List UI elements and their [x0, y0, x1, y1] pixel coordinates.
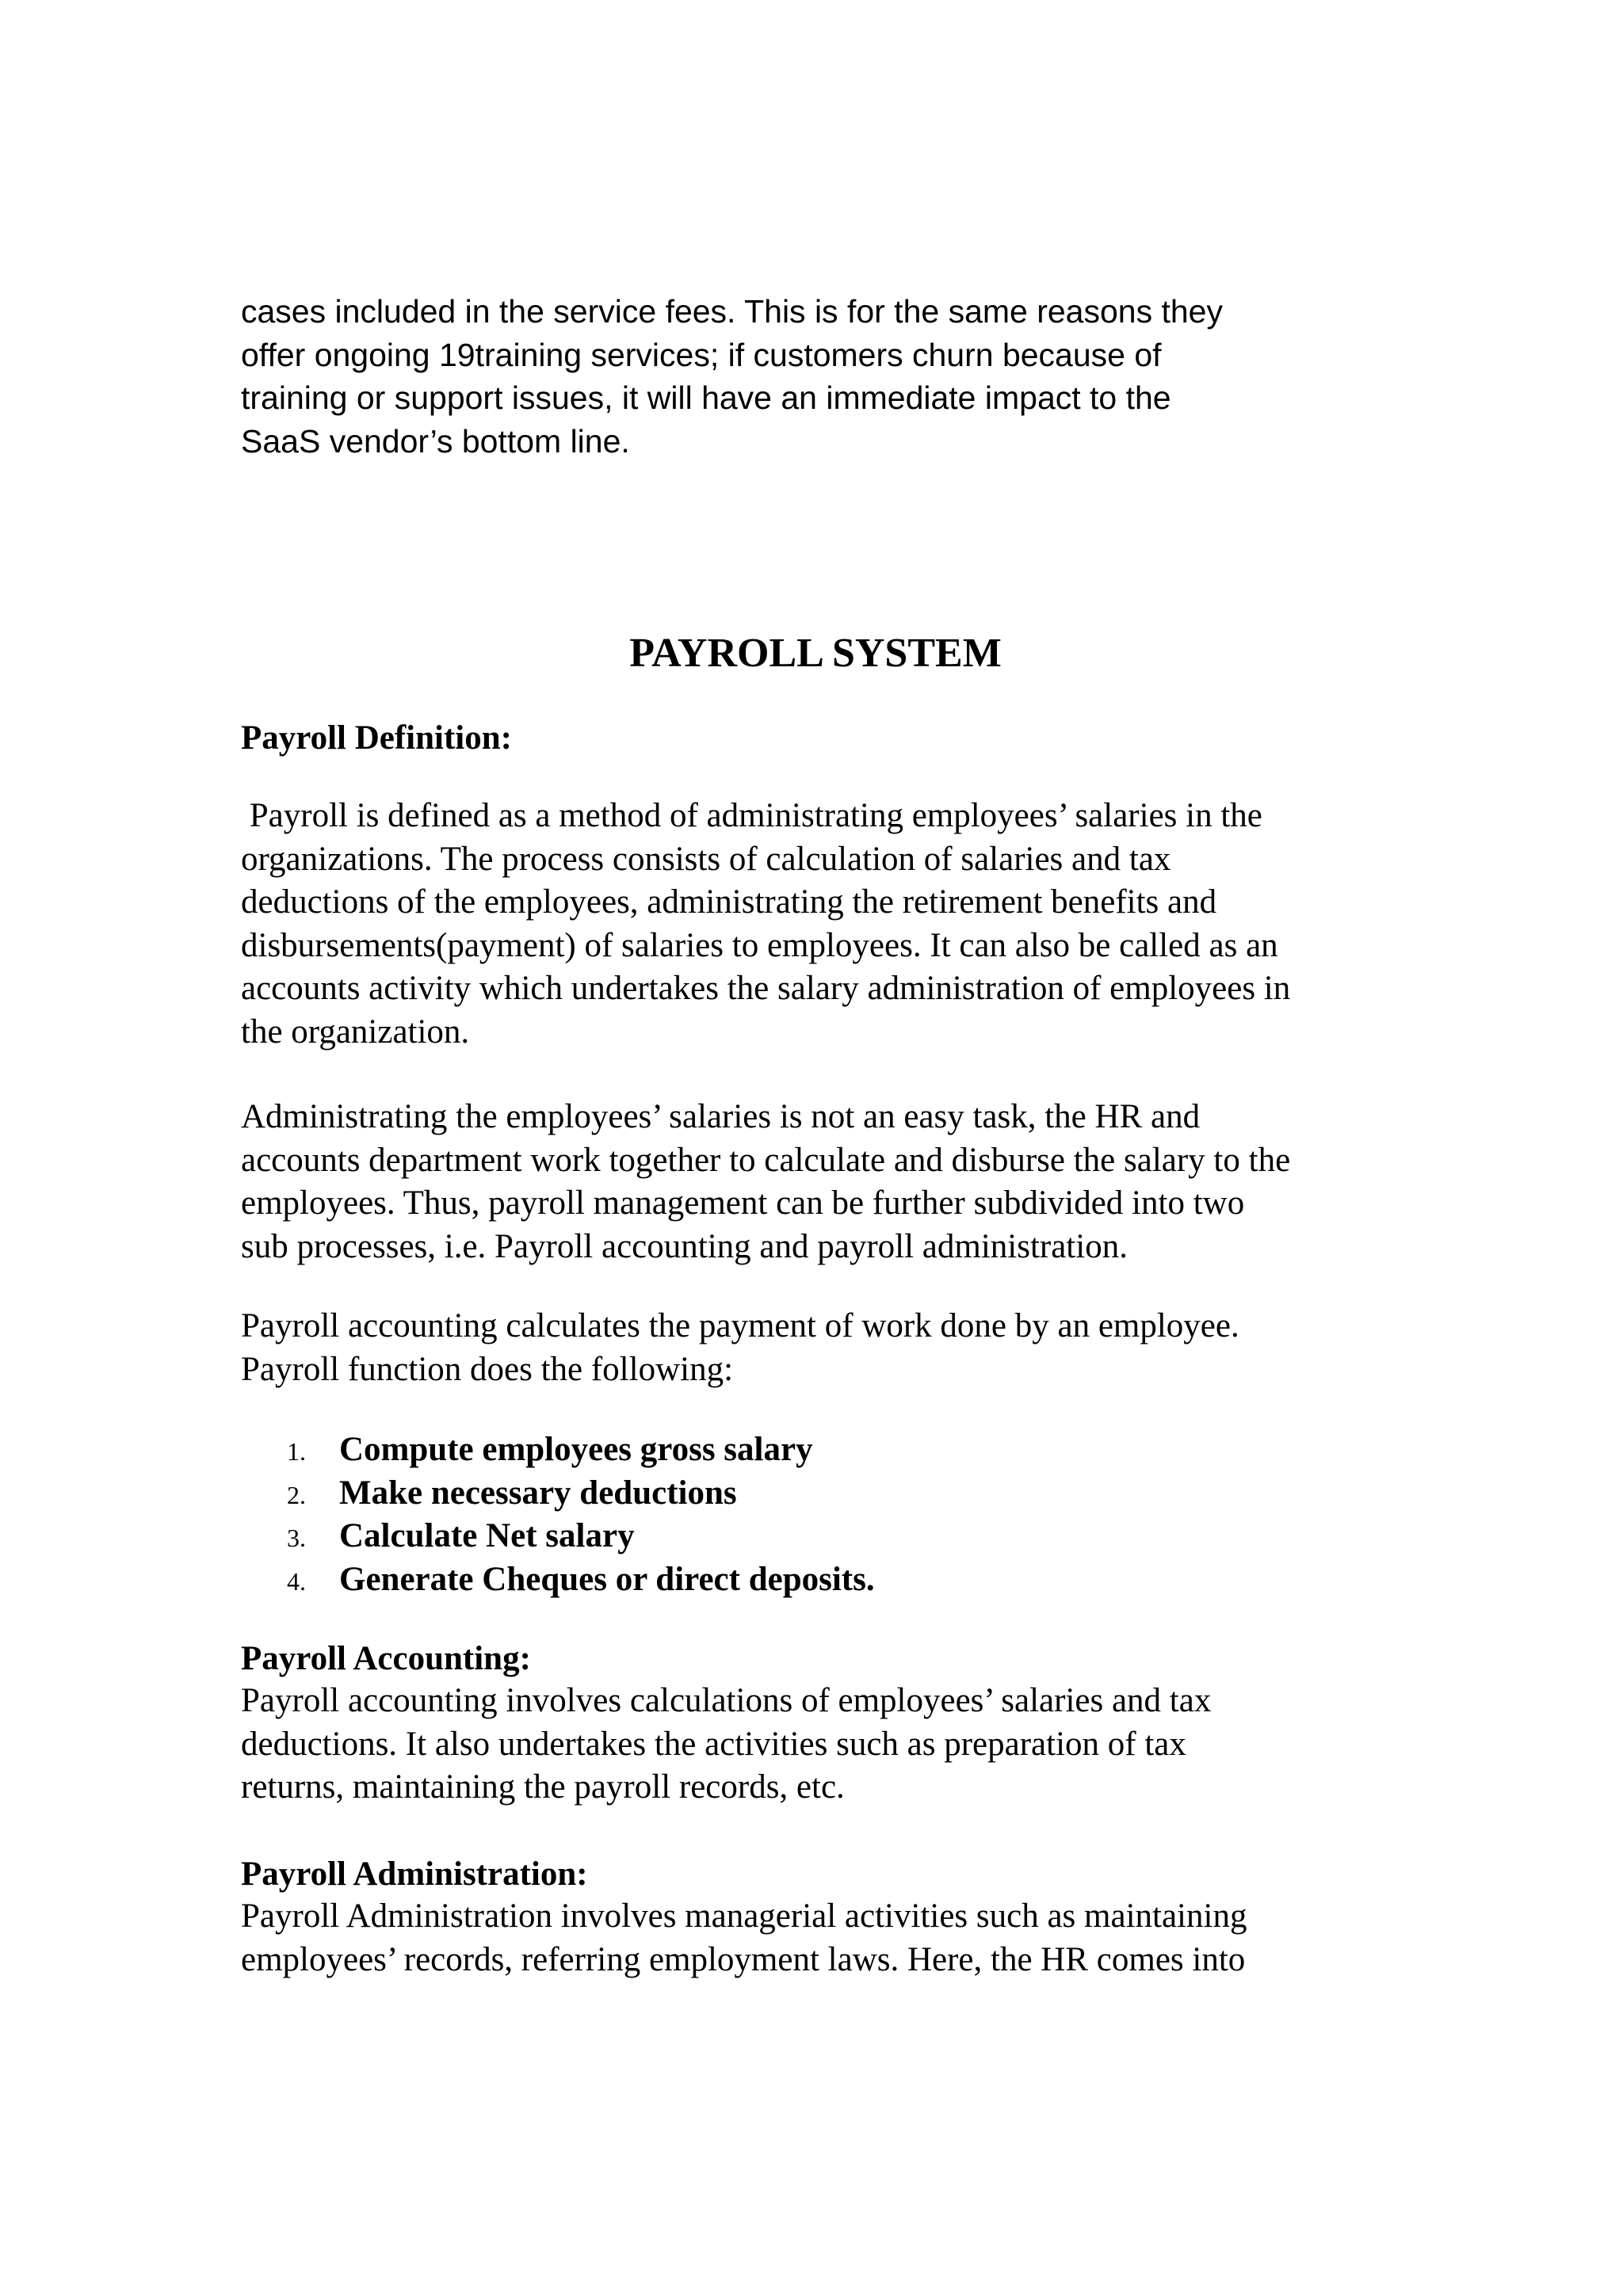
list-item-number: 1.	[287, 1437, 306, 1466]
list-item-text: Compute employees gross salary	[339, 1431, 813, 1468]
function-paragraph	[241, 1305, 1398, 1391]
subprocess-paragraph	[241, 1096, 1398, 1268]
accounting-paragraph	[241, 1680, 1398, 1810]
paragraph-line: sub processes, i.e. Payroll accounting and payroll administration.	[241, 1227, 1128, 1265]
intro-line: offer ongoing 19training services; if customers churn because of	[241, 336, 1162, 373]
list-item-number: 2.	[287, 1480, 306, 1509]
definition-heading: Payroll Definition:	[241, 719, 512, 757]
paragraph-line: Payroll is defined as a method of administrating employees’ salaries in the	[241, 797, 1262, 834]
administration-paragraph	[241, 1895, 1398, 1981]
administration-heading: Payroll Administration:	[241, 1855, 588, 1893]
payroll-steps-list	[241, 1428, 875, 1601]
list-item	[241, 1558, 875, 1602]
list-item	[241, 1428, 875, 1472]
list-item-text: Make necessary deductions	[339, 1474, 737, 1512]
paragraph-line: organizations. The process consists of calculation of salaries and tax	[241, 840, 1171, 878]
intro-line: training or support issues, it will have an immediate impact to the	[241, 379, 1171, 416]
paragraph-line: deductions. It also undertakes the activities such as preparation of tax	[241, 1725, 1186, 1763]
paragraph-line: Payroll accounting calculates the payment of work done by an employee.	[241, 1307, 1239, 1344]
paragraph-line: deductions of the employees, administrating the retirement benefits and	[241, 883, 1217, 921]
list-item-number: 3.	[287, 1524, 306, 1552]
paragraph-line: accounts activity which undertakes the salary administration of employees in	[241, 970, 1291, 1007]
paragraph-line: Administrating the employees’ salaries is not an easy task, the HR and	[241, 1098, 1201, 1135]
definition-paragraph	[241, 795, 1398, 1054]
list-item-text: Generate Cheques or direct deposits.	[339, 1560, 875, 1598]
list-item-text: Calculate Net salary	[339, 1517, 635, 1554]
list-item	[241, 1472, 875, 1516]
paragraph-line: Payroll accounting involves calculations of employees’ salaries and tax	[241, 1682, 1212, 1719]
paragraph-line: accounts department work together to calculate and disburse the salary to the	[241, 1141, 1291, 1179]
list-item	[241, 1515, 875, 1558]
intro-line: SaaS vendor’s bottom line.	[241, 422, 630, 460]
intro-paragraph	[241, 290, 1382, 463]
list-item-number: 4.	[287, 1566, 306, 1596]
paragraph-line: returns, maintaining the payroll records, etc.	[241, 1768, 845, 1806]
paragraph-line: Payroll Administration involves managerial activities such as maintaining	[241, 1897, 1247, 1935]
paragraph-line: Payroll function does the following:	[241, 1350, 734, 1388]
paragraph-line: the organization.	[241, 1013, 470, 1051]
section-title: PAYROLL SYSTEM	[629, 631, 1002, 676]
intro-line: cases included in the service fees. This is for the same reasons they	[241, 293, 1223, 330]
accounting-heading: Payroll Accounting:	[241, 1640, 531, 1677]
paragraph-line: employees’ records, referring employment laws. Here, the HR comes into	[241, 1940, 1246, 1978]
paragraph-line: disbursements(payment) of salaries to employees. It can also be called as an	[241, 926, 1278, 964]
paragraph-line: employees. Thus, payroll management can be further subdivided into two	[241, 1184, 1245, 1222]
